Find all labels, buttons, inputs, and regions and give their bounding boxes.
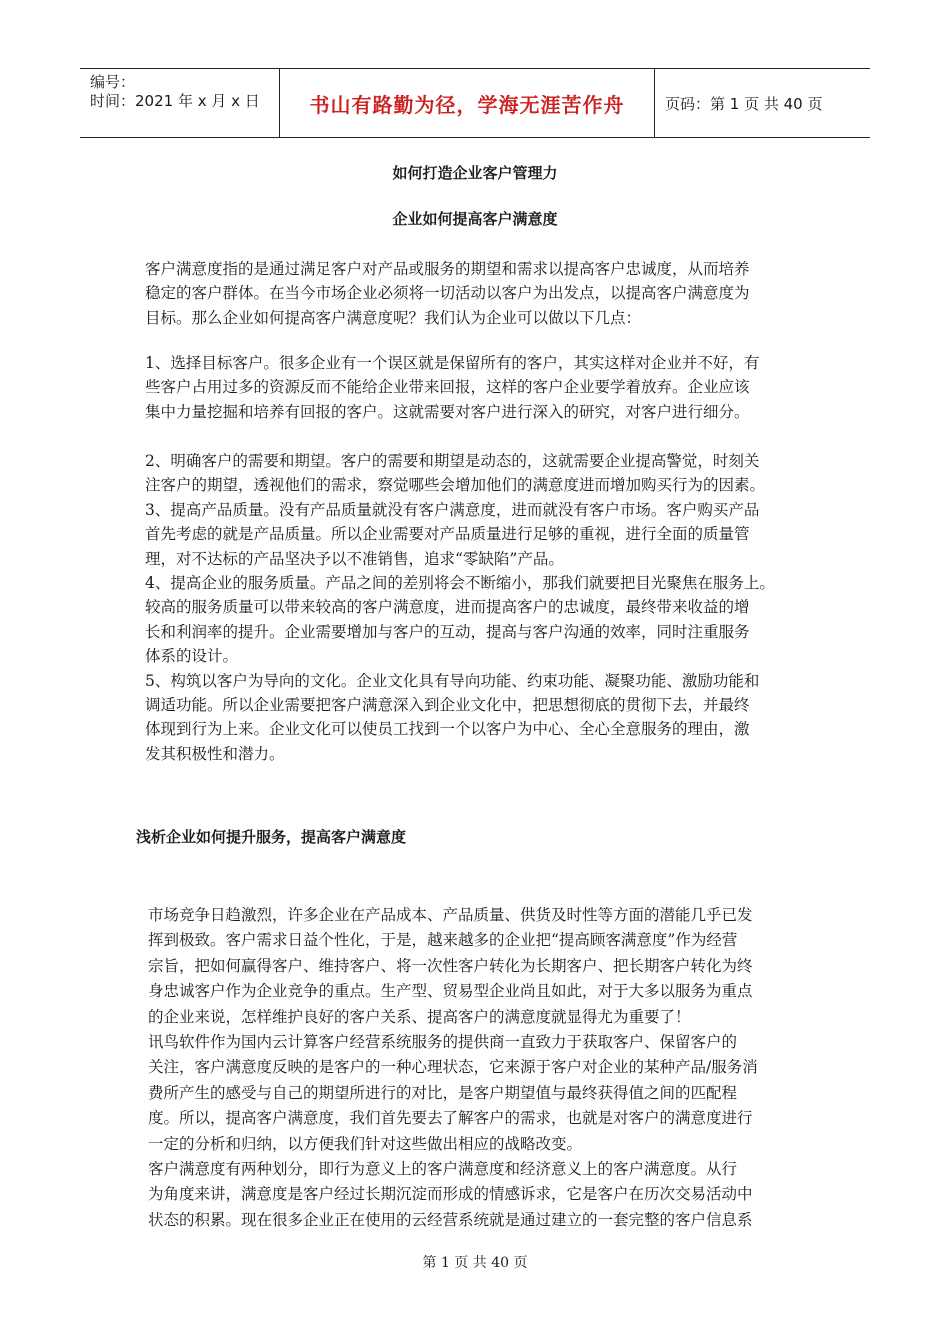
- section-body: 市场竞争日趋激烈，许多企业在产品成本、产品质量、供货及时性等方面的潜能几乎已发 挥到极致。客户需求日益个性化，于是，越来越多的企业把“提高顾客满意度”作为经营 宗旨，把如何赢得客户、维持客户、将一次性客户转化为长期客户、把长期客户转化为终 身忠诚客户作为企业竞争的重点。生产型、贸易型企业尚且如此，对于大多以服务为重点 的企业来说，怎样维护良好的客户关系、提高客户的满意度就显得尤为重要了！ 讯鸟软件作为国内云计算客户经营系统服务的提供商一直致力于获取客户、保留客户的 关注，客户满意度反映的是客户的一种心理状态，它来源于客户对企业的某种产品/服务消 费所产生的感受与自己的期望所进行的对比，是客户期望值与最终获得值之间的匹配程 度。所以，提高客户满意度，我们首先要去了解客户的需求，也就是对客户的满意度进行 一定的分析和归纳，以方便我们针对这些做出相应的战略改变。 客户满意度有两种划分，即行为意义上的客户满意度和经济意义上的客户满意度。从行 为角度来讲，满意度是客户经过长期沉淀而形成的情感诉求，它是客户在历次交易活动中 状态的积累。现在很多企业正在使用的云经营系统就是通过建立的一套完整的客户信息系: [148, 906, 758, 1229]
- header-page-info: 页码：第 1 页 共 40 页: [665, 94, 823, 113]
- page-footer: 第 1 页 共 40 页: [422, 1255, 528, 1271]
- document-time-label: 时间：2021 年 x 月 x 日: [90, 92, 260, 110]
- page-header: [80, 68, 870, 138]
- document-title: 如何打造企业客户管理力: [392, 164, 558, 182]
- document-number-label: 编号：: [90, 73, 136, 91]
- document-subtitle: 企业如何提高客户满意度: [392, 210, 558, 228]
- point-1-paragraph: 1、选择目标客户。很多企业有一个误区就是保留所有的客户，其实这样对企业并不好，有 些客户占用过多的资源反而不能给企业带来回报，这样的客户企业要学着放弃。企业应该 集中力量挖掘和培养有回报的客户。这就需要对客户进行深入的研究，对客户进行细分。: [145, 354, 760, 421]
- header-meta: [80, 69, 280, 137]
- points-2-5-paragraphs: 2、明确客户的需要和期望。客户的需要和期望是动态的，这就需要企业提高警觉，时刻关 注客户的期望，透视他们的需求，察觉哪些会增加他们的满意度进而增加购买行为的因素。 3、提高产品质量。没有产品质量就没有客户满意度，进而就没有客户市场。客户购买产品 首先考虑的就是产品质量。所以企业需要对产品质量进行足够的重视，进行全面的质量管 理，对不达标的产品坚决予以不准销售，追求“零缺陷”产品。 4、提高企业的服务质量。产品之间的差别将会不断缩小，那我们就要把目光聚焦在服务上。 较高的服务质量可以带来较高的客户满意度，进而提高客户的忠诚度，最终带来收益的增 长和利润率的提升。企业需要增加与客户的互动，提高与客户沟通的效率，同时注重服务 体系的设计。 5、构筑以客户为导向的文化。企业文化具有导向功能、约束功能、凝聚功能、激励功能和 调适功能。所以企业需要把客户满意深入到企业文化中，把思想彻底的贯彻下去，并最终 体现到行为上来。企业文化可以使员工找到一个以客户为中心、全心全意服务的理由，激 发其积极性和潜力。: [145, 452, 775, 763]
- header-motto: 书山有路勤为径，学海无涯苦作舟: [280, 69, 655, 137]
- intro-paragraph: 客户满意度指的是通过满足客户对产品或服务的期望和需求以提高客户忠诚度，从而培养 稳定的客户群体。在当今市场企业必须将一切活动以客户为出发点，以提高客户满意度为 目标。那么企业如何提高客户满意度呢？我们认为企业可以做以下几点：: [145, 260, 750, 327]
- section-heading: 浅析企业如何提升服务，提高客户满意度: [136, 828, 407, 846]
